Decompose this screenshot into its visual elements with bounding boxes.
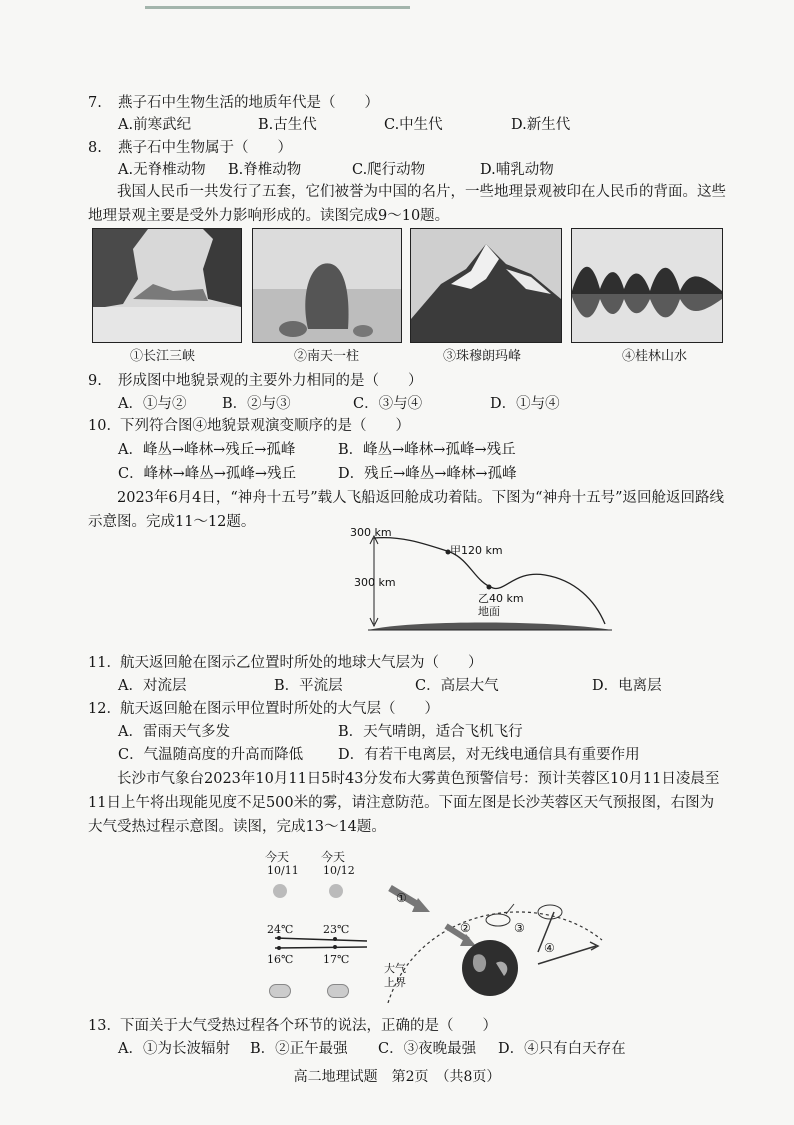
q13-option-a: A．①为长波辐射 [118, 1041, 230, 1057]
temperature-lines [255, 934, 375, 954]
q9-option-c: C．③与④ [353, 396, 423, 412]
photo-caption-4: ④桂林山水 [622, 349, 688, 364]
return-path-diagram [350, 520, 620, 640]
q8-option-a: A.无脊椎动物 [118, 162, 206, 178]
q10-option-a: A．峰丛→峰林→残丘→孤峰 [118, 442, 296, 458]
q13-option-d: D．④只有白天存在 [498, 1041, 626, 1057]
sun-icon [273, 884, 287, 898]
orbit-top-label: 300 km [350, 526, 392, 539]
intro-13-14: 长沙市气象台2023年10月11日5时43分发布大雾黄色预警信号：预计芙蓉区10月11日凌晨至11日上午将出现能见度不足500米的雾，请注意防范。下面左图是长沙芙蓉区天气预报图，右图为大气受热过程示意图。读图，完成13～14题。 [88, 771, 720, 835]
q11-option-a: A．对流层 [118, 678, 187, 694]
q11-option-b: B．平流层 [274, 678, 343, 694]
q8-option-c: C.爬行动物 [352, 162, 426, 178]
forecast-day2-low: 17℃ [323, 953, 350, 966]
question-10-stem: 下列符合图④地貌景观演变顺序的是（ ） [120, 418, 410, 434]
orbit-height-label: 300 km [354, 576, 396, 589]
question-8-number: 8. [88, 140, 102, 156]
weather-forecast-figure [255, 848, 375, 1008]
question-11-stem: 航天返回舱在图示乙位置时所处的地球大气层为（ ） [120, 655, 483, 671]
q8-option-b: B.脊椎动物 [228, 162, 302, 178]
cloud-icon [269, 984, 291, 998]
photo-pillar-rock [252, 228, 402, 343]
q7-option-a: A.前寒武纪 [118, 117, 192, 133]
photo-caption-3: ③珠穆朗玛峰 [443, 349, 522, 364]
q7-option-d: D.新生代 [511, 117, 571, 133]
orbit-jia-label: 甲120 km [450, 544, 503, 557]
q13-option-b: B．②正午最强 [250, 1041, 348, 1057]
forecast-day1-label: 今天 [265, 850, 290, 864]
intro-9-10: 我国人民币一共发行了五套，它们被誉为中国的名片，一些地理景观被印在人民币的背面。这些地理景观主要是受外力影响形成的。读图完成9～10题。 [88, 184, 726, 224]
photo-three-gorges [92, 228, 242, 343]
q7-option-c: C.中生代 [384, 117, 443, 133]
heat-label-2: ② [460, 921, 471, 935]
cloud-icon [327, 984, 349, 998]
question-9-number: 9. [88, 373, 102, 389]
question-13-number: 13． [88, 1018, 121, 1034]
question-11-number: 11． [88, 655, 121, 671]
q9-option-d: D．①与④ [490, 396, 560, 412]
heat-label-3: ③ [514, 921, 525, 935]
sun-icon [329, 884, 343, 898]
forecast-day2-high: 23℃ [323, 923, 350, 936]
q9-option-b: B．②与③ [222, 396, 291, 412]
photo-everest [410, 228, 562, 343]
q7-option-b: B.古生代 [258, 117, 317, 133]
atmosphere-boundary-label-1: 大气 [384, 962, 406, 975]
forecast-day2-date: 10/12 [323, 864, 355, 877]
q12-option-a: A．雷雨天气多发 [118, 724, 230, 740]
question-10-number: 10． [88, 418, 121, 434]
question-9-stem: 形成图中地貌景观的主要外力相同的是（ ） [118, 373, 423, 389]
heat-label-4: ④ [544, 941, 555, 955]
q12-option-b: B．天气晴朗，适合飞机飞行 [338, 724, 523, 740]
orbit-ground-label: 地面 [478, 605, 500, 618]
q12-option-c: C．气温随高度的升高而降低 [118, 747, 304, 763]
question-7 [88, 93, 102, 113]
atmosphere-boundary-label-2: 上界 [384, 976, 406, 989]
forecast-day1-high: 24℃ [267, 923, 294, 936]
q10-option-d: D．残丘→峰丛→峰林→孤峰 [338, 466, 517, 482]
question-8-stem: 燕子石中生物属于（ ） [118, 140, 292, 156]
top-rule [145, 6, 410, 9]
q10-option-b: B．峰丛→峰林→孤峰→残丘 [338, 442, 516, 458]
question-12-stem: 航天返回舱在图示甲位置时所处的大气层（ ） [120, 701, 439, 717]
page-footer: 高二地理试题 第2页 （共8页） [293, 1069, 501, 1085]
forecast-day1-low: 16℃ [267, 953, 294, 966]
question-12-number: 12． [88, 701, 121, 717]
photo-guilin [571, 228, 723, 343]
orbit-yi-label: 乙40 km [478, 592, 524, 605]
q11-option-d: D．电离层 [592, 678, 662, 694]
question-7-stem: 燕子石中生物生活的地质年代是（ ） [118, 95, 379, 111]
heat-label-1: ① [396, 891, 407, 905]
q12-option-d: D．有若干电离层，对无线电通信具有重要作用 [338, 747, 640, 763]
atmospheric-heating-diagram [378, 868, 603, 1003]
photo-caption-1: ①长江三峡 [130, 349, 196, 364]
question-13-stem: 下面关于大气受热过程各个环节的说法，正确的是（ ） [120, 1018, 497, 1034]
q11-option-c: C．高层大气 [415, 678, 499, 694]
intro-11-12: 2023年6月4日，“神舟十五号”载人飞船返回舱成功着陆。下图为“神舟十五号”返回舱返回路线示意图。完成11～12题。 [88, 490, 725, 530]
q8-option-d: D.哺乳动物 [480, 162, 554, 178]
q10-option-c: C．峰林→峰丛→孤峰→残丘 [118, 466, 297, 482]
photo-caption-2: ②南天一柱 [294, 349, 360, 364]
forecast-day2-label: 今天 [321, 850, 346, 864]
q13-option-c: C．③夜晚最强 [378, 1041, 477, 1057]
question-number: 7. [88, 95, 102, 111]
forecast-day1-date: 10/11 [267, 864, 299, 877]
q9-option-a: A．①与② [118, 396, 187, 412]
